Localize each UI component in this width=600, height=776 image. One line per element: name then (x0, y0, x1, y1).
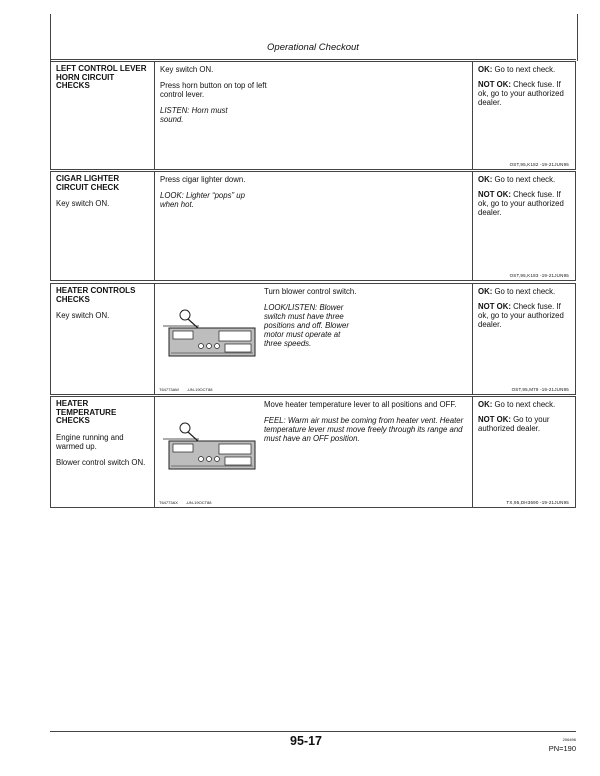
not-ok-result: NOT OK: Go to your authorized dealer. (478, 415, 550, 433)
check-row-heater-controls (50, 283, 576, 395)
check-row-heater-temperature (50, 396, 576, 508)
check-heading: LEFT CONTROL LEVER HORN CIRCUIT CHECKS (56, 64, 147, 90)
procedure-cell (155, 397, 473, 507)
page-number: 95-17 (290, 734, 322, 748)
condition-text: Key switch ON. (56, 199, 110, 208)
result-cell (473, 172, 575, 280)
expected-result: LOOK/LISTEN: Blower switch must have three positions and off. Blower motor must operate at three speeds. (264, 303, 349, 348)
condition-text: Engine running and warmed up. (56, 432, 124, 451)
ok-result: OK: Go to next check. (478, 400, 556, 409)
result-cell (473, 284, 575, 394)
check-heading: HEATER CONTROLS CHECKS (56, 286, 136, 304)
figure-caption: T64773AW -UN-19OCT88 (159, 387, 213, 392)
reference-code: OST,95,K183 -19-21JUN95 (509, 273, 569, 278)
heading-cell (51, 62, 155, 169)
procedure-cell (155, 284, 473, 394)
procedure-cell (155, 62, 473, 169)
check-heading: HEATER TEMPERATURE CHECKS (56, 399, 117, 425)
heading-cell (51, 284, 155, 394)
condition-text: Blower control switch ON. (56, 457, 146, 467)
reference-code: OST,95,M79 -19-21JUN95 (511, 387, 569, 392)
heater-temperature-lever-figure (159, 411, 259, 475)
result-cell (473, 397, 575, 507)
ok-result: OK: Go to next check. (478, 65, 556, 74)
procedure-cell (155, 172, 473, 280)
not-ok-result: NOT OK: Check fuse. If ok, go to your authorized dealer. (478, 190, 564, 217)
part-number: PN=190 (548, 744, 576, 753)
figure-caption: T64773AX -UN-19OCT88 (159, 500, 212, 505)
heading-cell (51, 397, 155, 507)
step-text: Move heater temperature lever to all positions and OFF. (264, 400, 457, 409)
page-title: Operational Checkout (267, 42, 359, 53)
check-heading: CIGAR LIGHTER CIRCUIT CHECK (56, 174, 120, 192)
check-row-horn (50, 61, 576, 170)
step-text: Turn blower control switch. (264, 287, 357, 296)
procedure-text (264, 400, 464, 450)
blower-switch-figure (159, 298, 259, 362)
expected-result: LOOK: Lighter “pops” up when hot. (160, 191, 245, 209)
reference-code: TX,95,DH3690 -19-21JUN95 (506, 500, 569, 505)
reference-code: OST,95,K182 -19-21JUN95 (509, 162, 569, 167)
expected-result: LISTEN: Horn must sound. (160, 106, 228, 124)
procedure-text (264, 287, 464, 355)
heading-cell (51, 172, 155, 280)
page-frame-top (50, 14, 578, 61)
ok-result: OK: Go to next check. (478, 175, 556, 184)
footer-code: 206496 (562, 737, 576, 742)
step-text: Press cigar lighter down. (160, 175, 246, 184)
expected-result: FEEL: Warm air must be coming from heater vent. Heater temperature lever must move freely through its range and must have an OFF position. (264, 416, 464, 443)
step-text: Press horn button on top of left control lever. (160, 81, 267, 99)
not-ok-result: NOT OK: Check fuse. If ok, go to your authorized dealer. (478, 302, 564, 329)
condition-text: Key switch ON. (56, 311, 110, 320)
title-rule (50, 59, 576, 60)
ok-result: OK: Go to next check. (478, 287, 556, 296)
footer-rule (50, 731, 576, 732)
step-text: Key switch ON. (160, 65, 214, 74)
check-row-cigar-lighter (50, 171, 576, 281)
not-ok-result: NOT OK: Check fuse. If ok, go to your authorized dealer. (478, 80, 564, 107)
result-cell (473, 62, 575, 169)
